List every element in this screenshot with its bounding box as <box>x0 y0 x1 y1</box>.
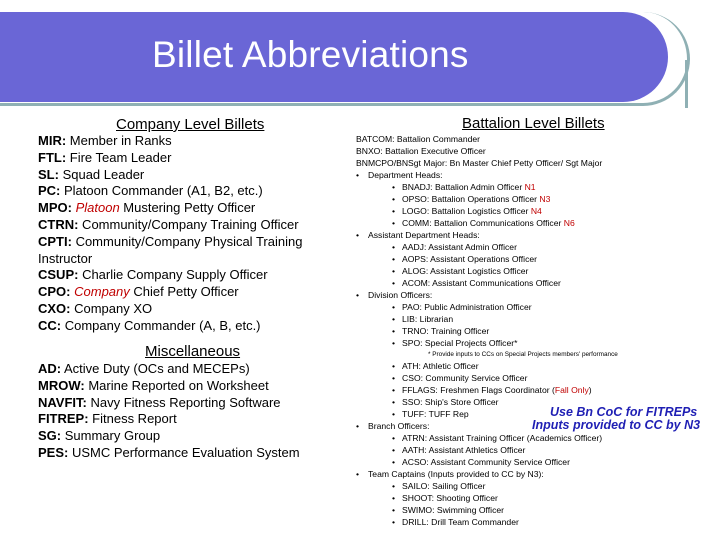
battalion-line-text: SWIMO: Swimming Officer <box>402 505 505 515</box>
billet-description: Squad Leader <box>58 166 145 182</box>
battalion-line-text: Branch Officers: <box>368 421 430 431</box>
battalion-line <box>356 241 716 253</box>
battalion-line <box>356 289 716 301</box>
company-item <box>38 301 338 318</box>
battalion-line <box>356 229 716 241</box>
company-billets-list <box>38 133 338 335</box>
battalion-line-text: Assistant Department Heads: <box>368 230 480 240</box>
battalion-line-code: Fall Only <box>554 385 589 395</box>
inputs-callout: Inputs provided to CC by N3 <box>532 418 701 432</box>
company-item <box>38 318 338 335</box>
battalion-line <box>356 337 716 349</box>
company-item <box>38 200 338 217</box>
battalion-line-text: BATCOM: Battalion Commander <box>356 134 481 144</box>
battalion-line-text: COMM: Battalion Communications Officer <box>402 218 564 228</box>
billet-abbr: CXO: <box>38 300 71 316</box>
misc-item <box>38 361 338 378</box>
battalion-line-code: N4 <box>530 206 542 216</box>
billet-description: Community/Company Physical Training Instructor <box>38 233 303 266</box>
company-item <box>38 183 338 200</box>
billet-abbr: PES: <box>38 444 69 460</box>
battalion-billets-list <box>356 133 716 528</box>
title-accent-line <box>678 60 688 108</box>
battalion-line <box>356 169 716 181</box>
battalion-line <box>356 145 716 157</box>
battalion-line-text: ALOG: Assistant Logistics Officer <box>402 266 529 276</box>
battalion-line-text: CSO: Community Service Officer <box>402 373 528 383</box>
billet-abbr: CSUP: <box>38 267 79 283</box>
billet-description: Fitness Report <box>88 411 177 427</box>
battalion-line <box>356 133 716 145</box>
battalion-line-code: N1 <box>524 182 536 192</box>
battalion-line-text: BNADJ: Battalion Admin Officer <box>402 182 525 192</box>
billet-description: Mustering Petty Officer <box>119 200 256 216</box>
company-item <box>38 267 338 284</box>
company-item <box>38 217 338 234</box>
battalion-line-text: TRNO: Training Officer <box>402 326 490 336</box>
battalion-line-text: AATH: Assistant Athletics Officer <box>402 445 526 455</box>
billet-abbr: CPO: <box>38 284 71 300</box>
battalion-line-text: SAILO: Sailing Officer <box>402 481 486 491</box>
billet-emphasis: Platoon <box>75 200 120 216</box>
billet-description: USMC Performance Evaluation System <box>68 444 300 460</box>
battalion-line-text: Department Heads: <box>368 170 443 180</box>
battalion-line <box>356 253 716 265</box>
battalion-line-text: Team Captains (Inputs provided to CC by N3): <box>368 469 544 479</box>
battalion-line <box>356 480 716 492</box>
billet-emphasis: Company <box>74 284 130 300</box>
billet-description: Navy Fitness Reporting Software <box>86 394 281 410</box>
billet-abbr: CTRN: <box>38 216 79 232</box>
misc-item <box>38 445 338 462</box>
billet-description: Summary Group <box>61 428 161 444</box>
fitrep-callout: Use Bn CoC for FITREPs <box>550 405 698 419</box>
billet-abbr: FTL: <box>38 149 67 165</box>
battalion-heading: Battalion Level Billets <box>462 115 605 132</box>
battalion-line <box>356 444 716 456</box>
battalion-line <box>356 492 716 504</box>
battalion-line-text: TUFF: TUFF Rep <box>402 409 469 419</box>
battalion-line-text: ATRN: Assistant Training Officer (Academics Officer) <box>402 433 603 443</box>
battalion-line <box>356 157 716 169</box>
misc-item <box>38 411 338 428</box>
battalion-line-text: SSO: Ship's Store Officer <box>402 397 499 407</box>
battalion-line-text: SHOOT: Shooting Officer <box>402 493 498 503</box>
battalion-line <box>356 217 716 229</box>
battalion-line <box>356 301 716 313</box>
battalion-line-text: LOGO: Battalion Logistics Officer <box>402 206 531 216</box>
misc-heading: Miscellaneous <box>145 343 241 360</box>
company-item <box>38 133 338 150</box>
billet-description: Marine Reported on Worksheet <box>84 377 269 393</box>
misc-item <box>38 395 338 412</box>
battalion-line-code: N3 <box>539 194 551 204</box>
battalion-line-text: SPO: Special Projects Officer* <box>402 338 518 348</box>
billet-description: Chief Petty Officer <box>129 284 239 300</box>
billet-abbr: CPTI: <box>38 233 72 249</box>
battalion-line-text: ACOM: Assistant Communications Officer <box>402 278 561 288</box>
billet-abbr: FITREP: <box>38 411 89 427</box>
battalion-line-code: N6 <box>563 218 575 228</box>
battalion-line-text: ATH: Athletic Officer <box>402 361 479 371</box>
billet-abbr: NAVFIT: <box>38 394 87 410</box>
billet-description: Active Duty (OCs and MECEPs) <box>61 361 250 376</box>
company-item <box>38 284 338 301</box>
battalion-line-text: PAO: Public Administration Officer <box>402 302 532 312</box>
company-heading: Company Level Billets <box>116 116 265 133</box>
battalion-line <box>356 181 716 193</box>
company-item <box>38 167 338 184</box>
battalion-line <box>356 360 716 372</box>
billet-abbr: MPO: <box>38 200 72 216</box>
billet-abbr: SG: <box>38 428 62 444</box>
battalion-line <box>356 325 716 337</box>
billet-abbr: PC: <box>38 183 61 199</box>
battalion-line-text: BNMCPO/BNSgt Major: Bn Master Chief Petty Officer/ Sgt Major <box>356 158 603 168</box>
billet-description: Company XO <box>70 300 153 316</box>
battalion-line-text: DRILL: Drill Team Commander <box>402 517 519 527</box>
company-item <box>38 234 338 268</box>
battalion-line <box>356 313 716 325</box>
page-title: Billet Abbreviations <box>152 34 469 75</box>
billet-abbr: MIR: <box>38 133 67 148</box>
battalion-line-text: FFLAGS: Freshmen Flags Coordinator ( <box>402 385 555 395</box>
battalion-line-text: ACSO: Assistant Community Service Officer <box>402 457 570 467</box>
battalion-line-text: AOPS: Assistant Operations Officer <box>402 254 538 264</box>
billet-description: Charlie Company Supply Officer <box>78 267 268 283</box>
battalion-line-tail: ) <box>588 385 592 395</box>
company-item <box>38 150 338 167</box>
billet-description: Platoon Commander (A1, B2, etc.) <box>60 183 263 199</box>
battalion-line <box>356 468 716 480</box>
battalion-line-text: * Provide inputs to CCs on Special Projects members' performance <box>428 351 618 358</box>
battalion-line <box>356 349 716 360</box>
battalion-line <box>356 432 716 444</box>
battalion-line <box>356 504 716 516</box>
battalion-line-text: AADJ: Assistant Admin Officer <box>402 242 517 252</box>
misc-list <box>38 361 338 462</box>
billet-abbr: CC: <box>38 317 62 333</box>
misc-item <box>38 378 338 395</box>
battalion-line-text: BNXO: Battalion Executive Officer <box>356 146 486 156</box>
billet-description: Fire Team Leader <box>66 149 172 165</box>
battalion-line-text: LIB: Librarian <box>402 314 454 324</box>
billet-abbr: MROW: <box>38 377 85 393</box>
billet-abbr: AD: <box>38 361 62 376</box>
battalion-line <box>356 372 716 384</box>
battalion-line <box>356 265 716 277</box>
battalion-line-text: Division Officers: <box>368 290 433 300</box>
battalion-line <box>356 277 716 289</box>
battalion-line <box>356 193 716 205</box>
billet-abbr: SL: <box>38 166 59 182</box>
battalion-line <box>356 516 716 528</box>
billet-description: Member in Ranks <box>66 133 172 148</box>
battalion-line <box>356 205 716 217</box>
battalion-line <box>356 384 716 396</box>
battalion-line <box>356 456 716 468</box>
billet-description: Company Commander (A, B, etc.) <box>61 317 261 333</box>
misc-item <box>38 428 338 445</box>
battalion-line-text: OPSO: Battalion Operations Officer <box>402 194 540 204</box>
billet-description: Community/Company Training Officer <box>78 216 299 232</box>
